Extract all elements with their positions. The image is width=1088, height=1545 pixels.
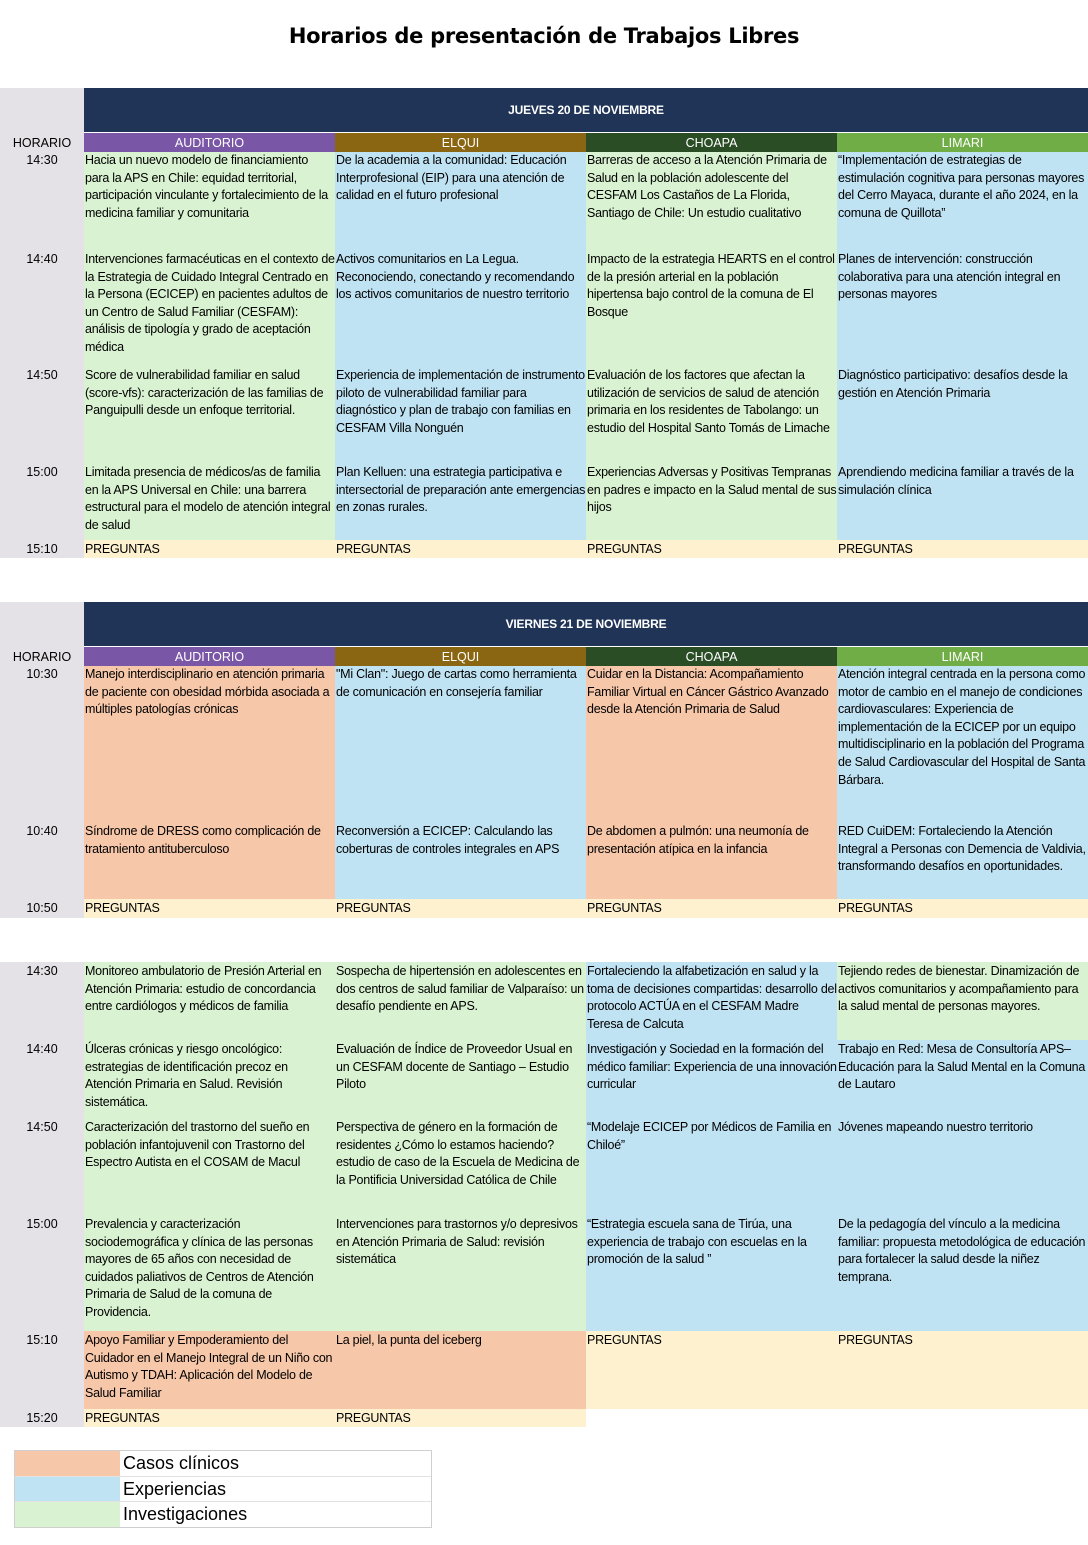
presentation-cell: “Modelaje ECICEP por Médicos de Familia en Chiloé” — [586, 1118, 837, 1215]
presentation-cell: Impacto de la estrategia HEARTS en el control de la presión arterial en la población hipertensa bajo control de la comuna de El Bosque — [586, 249, 837, 366]
preguntas-cell: PREGUNTAS — [84, 540, 335, 558]
presentation-cell: Hacia un nuevo modelo de financiamiento para la APS en Chile: equidad territorial, participación vinculante y fortalecimiento de la medicina familiar y comunitaria — [84, 152, 335, 249]
time-slot: 15:20 — [26, 1411, 58, 1425]
venue-header-elqui: ELQUI — [335, 647, 586, 666]
time-slot: 14:50 — [26, 368, 58, 382]
venue-header-limari: LIMARI — [837, 133, 1088, 152]
preguntas-cell: PREGUNTAS — [586, 1331, 837, 1409]
presentation-cell: Úlceras crónicas y riesgo oncológico: estrategias de identificación precoz en Atención Primaria en Salud. Revisión sistemática. — [84, 1040, 335, 1118]
legend-swatch — [15, 1451, 120, 1476]
preguntas-cell: PREGUNTAS — [335, 899, 586, 918]
legend-item-investigaciones — [15, 1502, 431, 1527]
legend-item-experiencias — [15, 1477, 431, 1503]
presentation-cell: Jóvenes mapeando nuestro territorio — [837, 1118, 1088, 1215]
presentation-cell: Evaluación de Índice de Proveedor Usual en un CESFAM docente de Santiago – Estudio Piloto — [335, 1040, 586, 1118]
legend-label: Investigaciones — [120, 1502, 431, 1527]
presentation-cell: Apoyo Familiar y Empoderamiento del Cuidador en el Manejo Integral de un Niño con Autismo y TDAH: Aplicación del Modelo de Salud Familiar — [84, 1331, 335, 1409]
time-slot: 10:50 — [26, 901, 58, 915]
presentation-cell: Fortaleciendo la alfabetización en salud y la toma de decisiones compartidas: desarrollo del protocolo ACTÚA en el CESFAM Madre Teresa de Calcuta — [586, 962, 837, 1040]
presentation-cell: Plan Kelluen: una estrategia participativa e intersectorial de preparación ante emergencias en zonas rurales. — [335, 463, 586, 540]
horario-label: HORARIO — [12, 650, 72, 664]
time-slot: 15:10 — [26, 1333, 58, 1347]
day-header: JUEVES 20 DE NOVIEMBRE — [84, 88, 1088, 132]
presentation-cell: Tejiendo redes de bienestar. Dinamización de activos comunitarios y acompañamiento para la salud mental de personas mayores. — [837, 962, 1088, 1040]
presentation-cell: Intervenciones farmacéuticas en el contexto de la Estrategia de Cuidado Integral Centrado en la Persona (ECICEP) en pacientes adultos de un Centro de Salud Familiar (CESFAM): análisis de tipología y grado de aceptación médica — [84, 249, 335, 366]
time-slot: 15:00 — [26, 465, 58, 479]
presentation-cell: Prevalencia y caracterización sociodemográfica y clínica de las personas mayores de 65 años con necesidad de cuidados paliativos de Centros de Atención Primaria de Salud de la comuna de Providencia. — [84, 1215, 335, 1331]
time-column-bg — [0, 962, 84, 1427]
venue-header-auditorio: AUDITORIO — [84, 647, 335, 666]
time-slot: 14:50 — [26, 1120, 58, 1134]
presentation-cell: Manejo interdisciplinario en atención primaria de paciente con obesidad mórbida asociada a múltiples patologías crónicas — [84, 666, 335, 821]
presentation-cell: Experiencias Adversas y Positivas Tempranas en padres e impacto en la Salud mental de sus hijos — [586, 463, 837, 540]
venue-header-choapa: CHOAPA — [586, 647, 837, 666]
presentation-cell: RED CuiDEM: Fortaleciendo la Atención Integral a Personas con Demencia de Valdivia, transformando desafíos en oportunidades. — [837, 821, 1088, 899]
preguntas-cell: PREGUNTAS — [335, 540, 586, 558]
presentation-cell: Intervenciones para trastornos y/o depresivos en Atención Primaria de Salud: revisión sistemática — [335, 1215, 586, 1331]
presentation-cell: De la pedagogía del vínculo a la medicina familiar: propuesta metodológica de educación para fortalecer la salud desde la niñez temprana. — [837, 1215, 1088, 1331]
presentation-cell: Diagnóstico participativo: desafíos desde la gestión en Atención Primaria — [837, 366, 1088, 463]
presentation-cell: “Implementación de estrategias de estimulación cognitiva para personas mayores del Cerro Mayaca, durante el año 2024, en la comuna de Quillota” — [837, 152, 1088, 249]
time-slot: 15:10 — [26, 542, 58, 556]
presentation-cell: Score de vulnerabilidad familiar en salud (score-vfs): caracterización de las familias de Panguipulli desde un enfoque territorial. — [84, 366, 335, 463]
presentation-cell: Experiencia de implementación de instrumento piloto de vulnerabilidad familiar para diagnóstico y plan de trabajo con familias en CESFAM Villa Nonguén — [335, 366, 586, 463]
legend-label: Experiencias — [120, 1477, 431, 1502]
preguntas-cell: PREGUNTAS — [837, 899, 1088, 918]
preguntas-cell: PREGUNTAS — [586, 899, 837, 918]
preguntas-cell: PREGUNTAS — [586, 540, 837, 558]
venue-header-elqui: ELQUI — [335, 133, 586, 152]
presentation-cell: La piel, la punta del iceberg — [335, 1331, 586, 1409]
venue-header-limari: LIMARI — [837, 647, 1088, 666]
presentation-cell: "Mi Clan": Juego de cartas como herramienta de comunicación en consejería familiar — [335, 666, 586, 821]
presentation-cell: Perspectiva de género en la formación de residentes ¿Cómo lo estamos haciendo? estudio de caso de la Escuela de Medicina de la Pontificia Universidad Católica de Chile — [335, 1118, 586, 1215]
color-legend — [14, 1450, 432, 1528]
presentation-cell: Limitada presencia de médicos/as de familia en la APS Universal en Chile: una barrera estructural para el modelo de atención integral de salud — [84, 463, 335, 540]
legend-swatch — [15, 1502, 120, 1527]
presentation-cell: De abdomen a pulmón: una neumonía de presentación atípica en la infancia — [586, 821, 837, 899]
horario-label: HORARIO — [12, 136, 72, 150]
presentation-cell: De la academia a la comunidad: Educación Interprofesional (EIP) para una atención de calidad en el futuro profesional — [335, 152, 586, 249]
time-slot: 14:40 — [26, 1042, 58, 1056]
presentation-cell: Activos comunitarios en La Legua. Reconociendo, conectando y recomendando los activos comunitarios de nuestro territorio — [335, 249, 586, 366]
page-title: Horarios de presentación de Trabajos Libres — [288, 24, 800, 48]
presentation-cell: Evaluación de los factores que afectan la utilización de servicios de salud de atención primaria en los residentes de Tabolango: un estudio del Hospital Santo Tomás de Limache — [586, 366, 837, 463]
presentation-cell: Cuidar en la Distancia: Acompañamiento Familiar Virtual en Cáncer Gástrico Avanzado desde la Atención Primaria de Salud — [586, 666, 837, 821]
legend-swatch — [15, 1477, 120, 1502]
presentation-cell: Trabajo en Red: Mesa de Consultoría APS–Educación para la Salud Mental en la Comuna de Lautaro — [837, 1040, 1088, 1118]
presentation-cell: Monitoreo ambulatorio de Presión Arterial en Atención Primaria: estudio de concordancia entre cardiólogos y médicos de familia — [84, 962, 335, 1040]
preguntas-cell: PREGUNTAS — [84, 1409, 335, 1427]
preguntas-cell: PREGUNTAS — [837, 540, 1088, 558]
presentation-cell: Planes de intervención: construcción colaborativa para una atención integral en personas mayores — [837, 249, 1088, 366]
venue-header-auditorio: AUDITORIO — [84, 133, 335, 152]
day-header: VIERNES 21 DE NOVIEMBRE — [84, 602, 1088, 646]
presentation-cell: Barreras de acceso a la Atención Primaria de Salud en la población adolescente del CESFAM Los Castaños de La Florida, Santiago de Chile: Un estudio cualitativo — [586, 152, 837, 249]
presentation-cell: Aprendiendo medicina familiar a través de la simulación clínica — [837, 463, 1088, 540]
time-slot: 15:00 — [26, 1217, 58, 1231]
time-slot: 14:40 — [26, 252, 58, 266]
legend-label: Casos clínicos — [120, 1451, 431, 1476]
legend-item-casos-clinicos — [15, 1451, 431, 1477]
preguntas-cell: PREGUNTAS — [84, 899, 335, 918]
presentation-cell: Síndrome de DRESS como complicación de tratamiento antituberculoso — [84, 821, 335, 899]
time-slot: 14:30 — [26, 964, 58, 978]
presentation-cell: Caracterización del trastorno del sueño en población infantojuvenil con Trastorno del Espectro Autista en el COSAM de Macul — [84, 1118, 335, 1215]
time-slot: 10:30 — [26, 667, 58, 681]
time-slot: 14:30 — [26, 153, 58, 167]
presentation-cell: “Estrategia escuela sana de Tirúa, una experiencia de trabajo con escuelas en la promoción de la salud ” — [586, 1215, 837, 1331]
preguntas-cell: PREGUNTAS — [335, 1409, 586, 1427]
presentation-cell: Investigación y Sociedad en la formación del médico familiar: Experiencia de una innovación curricular — [586, 1040, 837, 1118]
presentation-cell: Atención integral centrada en la persona como motor de cambio en el manejo de condiciones cardiovasculares: Experiencia de implementación de la ECICEP por un equipo multidisciplinario en la población del Programa de Salud Cardiovascular del Hospital de Santa Bárbara. — [837, 666, 1088, 821]
presentation-cell: Sospecha de hipertensión en adolescentes en dos centros de salud familiar de Valparaíso: un desafío pendiente en APS. — [335, 962, 586, 1040]
time-slot: 10:40 — [26, 824, 58, 838]
preguntas-cell: PREGUNTAS — [837, 1331, 1088, 1409]
presentation-cell: Reconversión a ECICEP: Calculando las coberturas de controles integrales en APS — [335, 821, 586, 899]
venue-header-choapa: CHOAPA — [586, 133, 837, 152]
